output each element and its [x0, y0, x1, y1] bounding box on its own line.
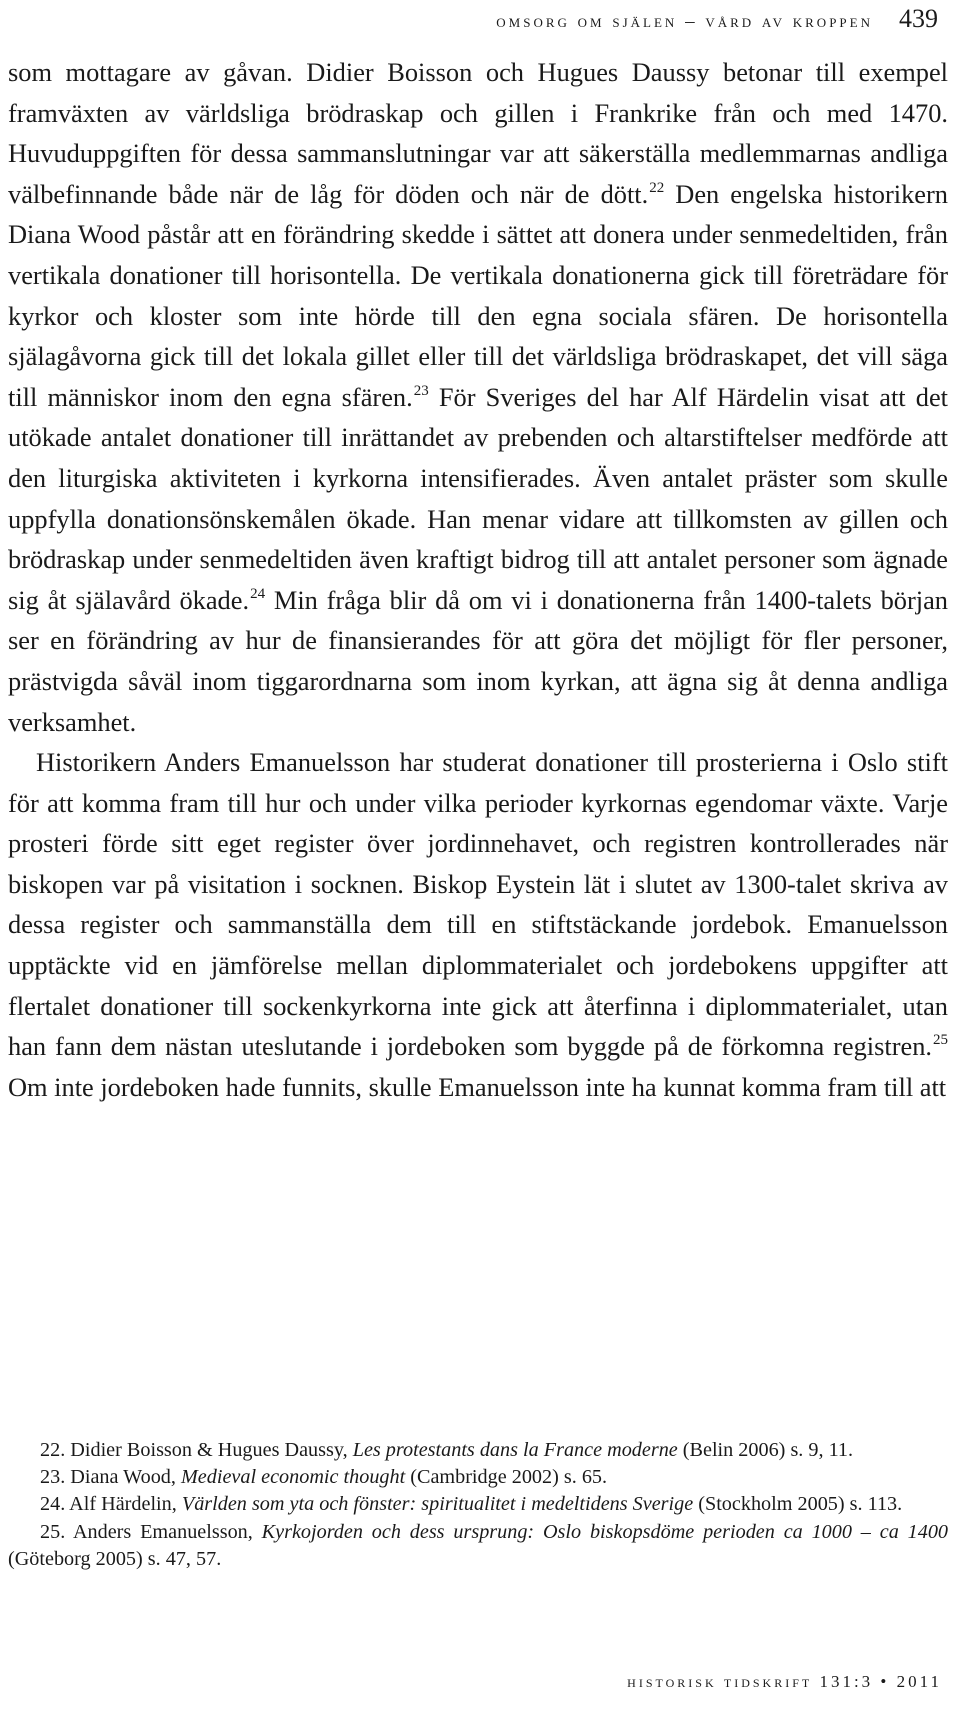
- footnote-ref-22[interactable]: 22: [649, 179, 665, 196]
- footnote-ref-24[interactable]: 24: [250, 585, 266, 602]
- footnote-publication: (Göteborg 2005) s. 47, 57.: [8, 1547, 222, 1570]
- paragraph-1-sentence-3: För Sveriges del har Alf Härdelin visat att det utökade antalet donationer till inrättandet av prebenden och altarstiftelser medförde att den liturgiska aktiviteten i kyrkorna intensifierades. Även antalet präster som skulle uppfylla donationsönskemålen ökade. Han menar vidare att tillkomsten av gillen och brödraskap under senmedeltiden även kraftigt bidrog till att antalet personer som ägnade sig åt själavård ökade.: [8, 381, 948, 615]
- footnote-22: [8, 1437, 948, 1464]
- body-text: [8, 52, 948, 1107]
- paragraph-2: [8, 742, 948, 1107]
- footnote-author: Didier Boisson & Hugues Daussy,: [65, 1439, 353, 1461]
- page-header: [0, 4, 938, 44]
- footnotes: [8, 1437, 948, 1573]
- footnote-title: Les protestants dans la France moderne: [352, 1439, 678, 1461]
- footnote-number: 24.: [40, 1493, 66, 1516]
- footnote-publication: (Belin 2006) s. 9, 11.: [677, 1439, 854, 1461]
- footnote-title: Kyrkojorden och dess ursprung: Oslo biskopsdöme perioden ca 1000 – ca 1400: [261, 1520, 949, 1543]
- paragraph-2-sentence-2: Om inte jordeboken hade funnits, skulle Emanuelsson inte ha kunnat komma fram till att: [8, 1071, 947, 1102]
- footnote-number: 22.: [40, 1439, 66, 1461]
- footnote-number: 23.: [40, 1466, 66, 1489]
- paragraph-1: [8, 52, 948, 742]
- footnote-title: Medieval economic thought: [180, 1466, 406, 1489]
- footnote-24: [8, 1491, 948, 1518]
- paragraph-2-sentence-1: Historikern Anders Emanuelsson har studerat donationer till prosterierna i Oslo stift för att komma fram till hur och under vilka perioder kyrkornas egendomar växte. Varje prosteri förde sitt eget register över jordinnehavet, och registren kontrollerades när biskopen var på visitation i socknen. Biskop Eystein lät i slutet av 1300-talet skriva av dessa register och sammanställa dem till en stiftstäckande jordebok. Emanuelsson upptäckte vid en jämförelse mellan diplommaterialet och jordebokens uppgifter att flertalet donationer till sockenkyrkorna inte gick att återfinna i diplommaterialet, utan han fann dem nästan uteslutande i jordeboken som byggde på de förkomna registren.: [8, 747, 948, 1062]
- footnote-author: Alf Härdelin,: [65, 1493, 182, 1516]
- footnote-author: Anders Emanuelsson,: [65, 1520, 262, 1543]
- paragraph-1-sentence-1: som mottagare av gåvan. Didier Boisson och Hugues Daussy betonar till exempel framväxten av världsliga brödraskap och gillen i Frankrike från och med 1470. Huvuduppgiften för dessa sammanslutningar var att säkerställa medlemmarnas andliga välbefinnande både när de låg för döden och när de dött.: [8, 57, 948, 209]
- footnote-title: Världen som yta och fönster: spiritualitet i medeltidens Sverige: [181, 1493, 694, 1516]
- journal-footer: historisk tidskrift 131:3 • 2011: [627, 1672, 942, 1691]
- page-number: 439: [899, 4, 938, 33]
- paragraph-1-sentence-2: Den engelska historikern Diana Wood påstår att en förändring skedde i sättet att donera under senmedeltiden, från vertikala donationer till horisontella. De vertikala donationerna gick till företrädare för kyrkor och kloster som inte hörde till den egna sociala sfären. De horisontella själagåvorna gick till det lokala gillet eller till det världsliga brödraskapet, det vill säga till människor inom den egna sfären.: [8, 178, 949, 412]
- footnote-ref-23[interactable]: 23: [413, 382, 429, 399]
- footnote-publication: (Cambridge 2002) s. 65.: [405, 1466, 608, 1489]
- paragraph-1-sentence-4: Min fråga blir då om vi i donationerna från 1400-talets början ser en förändring av hur de finansierandes för att göra det möjligt för fler personer, prästvigda såväl inom tiggarordnarna som inom kyrkan, att ägna sig åt denna andliga verksamhet.: [8, 584, 948, 737]
- footnote-ref-25[interactable]: 25: [933, 1032, 948, 1049]
- footnote-publication: (Stockholm 2005) s. 113.: [693, 1493, 903, 1516]
- footnote-23: [8, 1464, 948, 1491]
- running-head: omsorg om själen – vård av kroppen: [496, 11, 873, 32]
- footnote-25: [8, 1519, 948, 1573]
- footnote-number: 25.: [40, 1520, 66, 1543]
- footnote-author: Diana Wood,: [65, 1466, 181, 1489]
